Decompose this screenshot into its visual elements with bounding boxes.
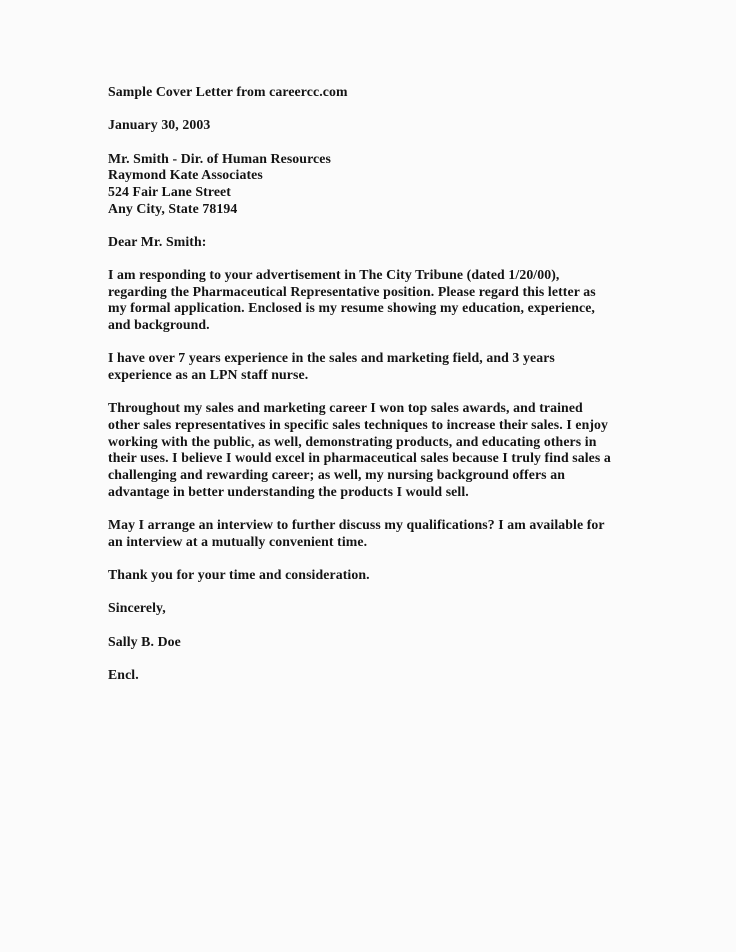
body-paragraph-4	[108, 517, 668, 550]
letter-date-text: January 30, 2003	[108, 117, 211, 133]
body-line: my formal application. Enclosed is my resume showing my education, experience,	[108, 300, 595, 316]
recipient-address	[108, 151, 668, 218]
body-line: I am responding to your advertisement in The City Tribune (dated 1/20/00),	[108, 267, 560, 283]
body-line: Throughout my sales and marketing career I won top sales awards, and trained	[108, 400, 583, 416]
recipient-line: Raymond Kate Associates	[108, 167, 263, 183]
body-line: I have over 7 years experience in the sales and marketing field, and 3 years	[108, 350, 555, 366]
closing	[108, 600, 668, 617]
body-line: May I arrange an interview to further discuss my qualifications? I am available for	[108, 516, 605, 532]
body-line: their uses. I believe I would excel in pharmaceutical sales because I truly find sales a	[108, 450, 611, 466]
salutation-text: Dear Mr. Smith:	[108, 233, 207, 249]
body-line: an interview at a mutually convenient time.	[108, 533, 368, 549]
closing-text: Sincerely,	[108, 600, 166, 616]
enclosure-note	[108, 667, 668, 684]
body-line: challenging and rewarding career; as well, my nursing background offers an	[108, 467, 565, 482]
body-line: working with the public, as well, demonstrating products, and educating others in	[108, 433, 597, 449]
body-paragraph-2	[108, 350, 668, 383]
body-line: advantage in better understanding the products I would sell.	[108, 483, 469, 499]
letter-title-text: Sample Cover Letter from careercc.com	[108, 84, 348, 99]
recipient-line: Mr. Smith - Dir. of Human Resources	[108, 150, 331, 166]
letter-title	[108, 84, 668, 101]
letter-date	[108, 117, 668, 134]
body-paragraph-3	[108, 400, 668, 500]
recipient-line: Any City, State 78194	[108, 200, 238, 216]
salutation	[108, 234, 668, 251]
enclosure-text: Encl.	[108, 666, 139, 682]
body-line: experience as an LPN staff nurse.	[108, 367, 309, 383]
thanks-text: Thank you for your time and consideration.	[108, 566, 370, 582]
body-line: and background.	[108, 317, 210, 333]
signature-name	[108, 634, 668, 651]
letter-document	[108, 84, 668, 700]
body-line: regarding the Pharmaceutical Representative position. Please regard this letter as	[108, 283, 596, 299]
body-line: other sales representatives in specific sales techniques to increase their sales. I enjoy	[108, 417, 609, 433]
thanks-line	[108, 567, 668, 584]
signature-text: Sally B. Doe	[108, 633, 181, 649]
body-paragraph-1	[108, 267, 668, 334]
recipient-line: 524 Fair Lane Street	[108, 183, 231, 199]
